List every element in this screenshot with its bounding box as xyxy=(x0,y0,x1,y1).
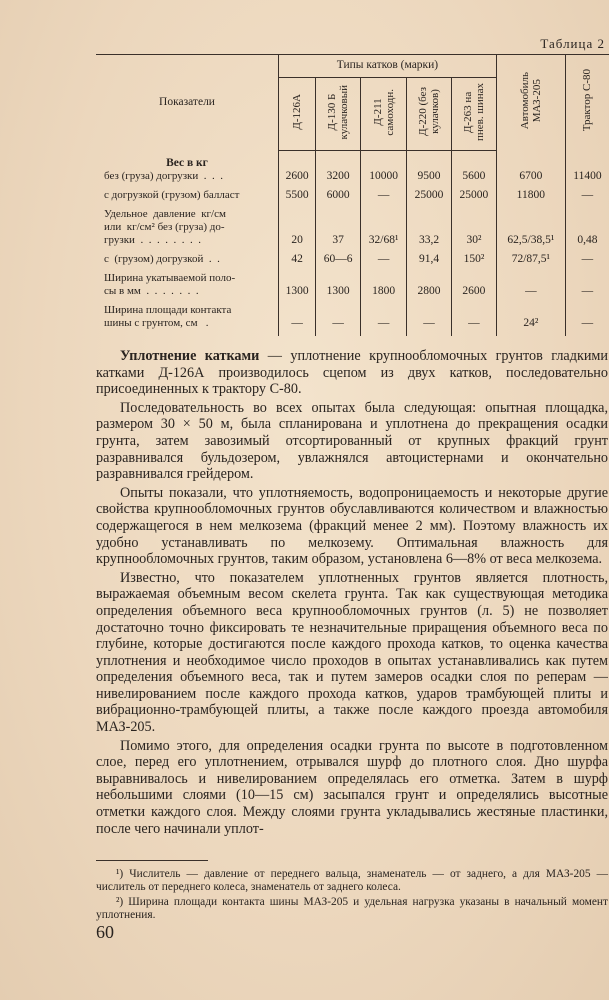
table-cell: — xyxy=(581,188,594,201)
table-cell: 20 xyxy=(279,208,316,247)
paragraph-lead: Уплотнение катками xyxy=(120,348,260,364)
table-cell: 3200 xyxy=(316,170,361,183)
page-number: 60 xyxy=(96,922,114,942)
table-cell: 11400 xyxy=(573,169,602,182)
column-header: Д-211 самоходн. xyxy=(361,78,407,151)
footnote-2: ²) Ширина площади контакта шины МАЗ-205 и удельная нагрузка указаны в начальный момент уплотнения. xyxy=(96,895,608,922)
table-cell: 2600 xyxy=(451,272,496,298)
row-spacer xyxy=(96,330,609,336)
table-cell: 30² xyxy=(451,208,496,247)
column-header: Автомобиль МАЗ-205 xyxy=(496,55,565,151)
indicators-header: Показатели xyxy=(96,55,279,151)
table-cell: 2600 xyxy=(279,170,316,183)
table-cell: 33,2 xyxy=(407,208,452,247)
table-cell: — xyxy=(581,285,594,297)
column-header: Д-263 на пнев. шинах xyxy=(451,78,496,151)
row-label: без (груза) догрузки . . . xyxy=(96,170,279,183)
table-cell: 10000 xyxy=(361,170,407,183)
table-cell: 60—6 xyxy=(316,253,361,266)
paragraph: Уплотнение катками — уплотнение крупнообломочных грунтов гладкими катками Д-126А производилось сцепом из двух катков, последовательно присоединенных к трактору С-80. xyxy=(96,348,608,398)
table-row xyxy=(96,208,609,247)
table-row xyxy=(96,304,609,330)
row-label: Ширина площади контакта шины с грунтом, см . xyxy=(96,304,279,330)
table-cell: 11800 xyxy=(496,189,565,202)
body-text xyxy=(96,348,608,839)
paragraph: Опыты показали, что уплотняемость, водопроницаемость и некоторые другие свойства крупнообломочных грунтов обуславливаются количеством и влажностью содержащегося в нем мелкозема (фракций менее 2 мм). Поэтому влажность их удобно устанавливать по мелкозему. Оптимальная влажность для крупнообломочных грунтов, таким образом, установлена 6—8% от веса мелкозема. xyxy=(96,484,608,568)
table-cell: 24² xyxy=(496,304,565,330)
table-row xyxy=(96,170,609,183)
footnotes xyxy=(96,868,608,924)
vehicle-parameters-table xyxy=(96,54,609,336)
table-cell: 0,48 xyxy=(577,233,598,246)
table-cell: 37 xyxy=(316,208,361,247)
table-row xyxy=(96,189,609,202)
table-cell: — xyxy=(407,304,452,330)
table-cell: — xyxy=(581,316,594,329)
row-label: Удельное давление кг/см или кг/см² без (груза) до- грузки . . . . . . . . xyxy=(96,208,279,247)
table-cell: 9500 xyxy=(407,170,452,183)
paragraph: Помимо этого, для определения осадки грунта по высоте в подготовленном слое, перед его уплотнением, отрывался шурф до плотного слоя. Дно шурфа выравнивалось и нивелированием определялась его отметка. Затем в шурф небольшими слоями (10—15 см) засыпался грунт и определялись высотные отметки каждого слоя. Между слоями грунта укладывались жестяные пластинки, после чего начинали уплот- xyxy=(96,737,608,837)
table-body xyxy=(96,170,609,336)
table-cell: — xyxy=(496,272,565,298)
table-cell: 5600 xyxy=(451,170,496,183)
row-label: с (грузом) догрузкой . . xyxy=(96,253,279,266)
table-cell: 1800 xyxy=(361,272,407,298)
table-row xyxy=(96,253,609,266)
table-cell: — xyxy=(451,304,496,330)
table-cell: — xyxy=(279,304,316,330)
table-cell: — xyxy=(361,253,407,266)
table-cell: 6700 xyxy=(496,170,565,183)
roller-types-header: Типы катков (марки) xyxy=(279,55,497,78)
table-cell: 150² xyxy=(451,253,496,266)
table-cell: 25000 xyxy=(451,189,496,202)
table-cell: — xyxy=(316,304,361,330)
table-cell: 91,4 xyxy=(407,253,452,266)
section-weight: Вес в кг xyxy=(96,151,279,170)
column-header: Д-126А xyxy=(279,78,316,151)
paragraph: Последовательность во всех опытах была следующая: опытная площадка, размером 30 × 50 м, была спланирована и уплотнена до прекращения осадки грунта, затем завозимый отсортированный от крупных фракций грунт разравнивался бульдозером, увлажнялся автоцистернами и окончательно разравнивался грейдером. xyxy=(96,399,608,483)
row-label: Ширина укатываемой поло- сы в мм . . . . . . . xyxy=(96,272,279,298)
table-cell: 72/87,5¹ xyxy=(496,253,565,266)
table-row xyxy=(96,272,609,298)
column-header: Д-130 Б кулачковый xyxy=(316,78,361,151)
table-cell: 32/68¹ xyxy=(361,208,407,247)
table-cell: — xyxy=(361,189,407,202)
row-label: с догрузкой (грузом) балласт xyxy=(96,189,279,202)
table-cell: 25000 xyxy=(407,189,452,202)
table-cell: — xyxy=(361,304,407,330)
table-cell: 5500 xyxy=(279,189,316,202)
footnote-divider xyxy=(96,860,208,861)
table-cell: 1300 xyxy=(316,272,361,298)
table-cell: 62,5/38,5¹ xyxy=(496,208,565,247)
table-caption: Таблица 2 xyxy=(540,36,605,51)
table-cell: 1300 xyxy=(279,272,316,298)
table-cell: 42 xyxy=(279,253,316,266)
column-header: Трактор С-80 xyxy=(565,55,609,151)
table-cell: 2800 xyxy=(407,272,452,298)
table-cell: 6000 xyxy=(316,189,361,202)
column-header: Д-220 (без кулачков) xyxy=(407,78,452,151)
paragraph: Известно, что показателем уплотненных грунтов является плотность, выражаемая объемным весом скелета грунта. Так как существующая методика определения объемного веса крупнообломочных грунтов (л. 5) не позволяет достаточно точно фиксировать те незначительные приращения объемного веса по глубине, которые достигаются после каждого прохода катков, то оценка качества уплотнения и необходимое число проходов в опытах устанавливались как путем определения объемного веса, так и путем замеров осадки слоя по реперам — нивелированием после каждого прохода катков, ударов трамбующей плиты и вибрационно-трамбующей плиты, а также после каждого проезда автомобиля МАЗ-205. xyxy=(96,569,608,736)
footnote-1: ¹) Числитель — давление от переднего вальца, знаменатель — от заднего, а для МАЗ-205 — числитель от переднего колеса, знаменатель от заднего колеса. xyxy=(96,868,608,894)
table-cell: — xyxy=(581,253,594,266)
